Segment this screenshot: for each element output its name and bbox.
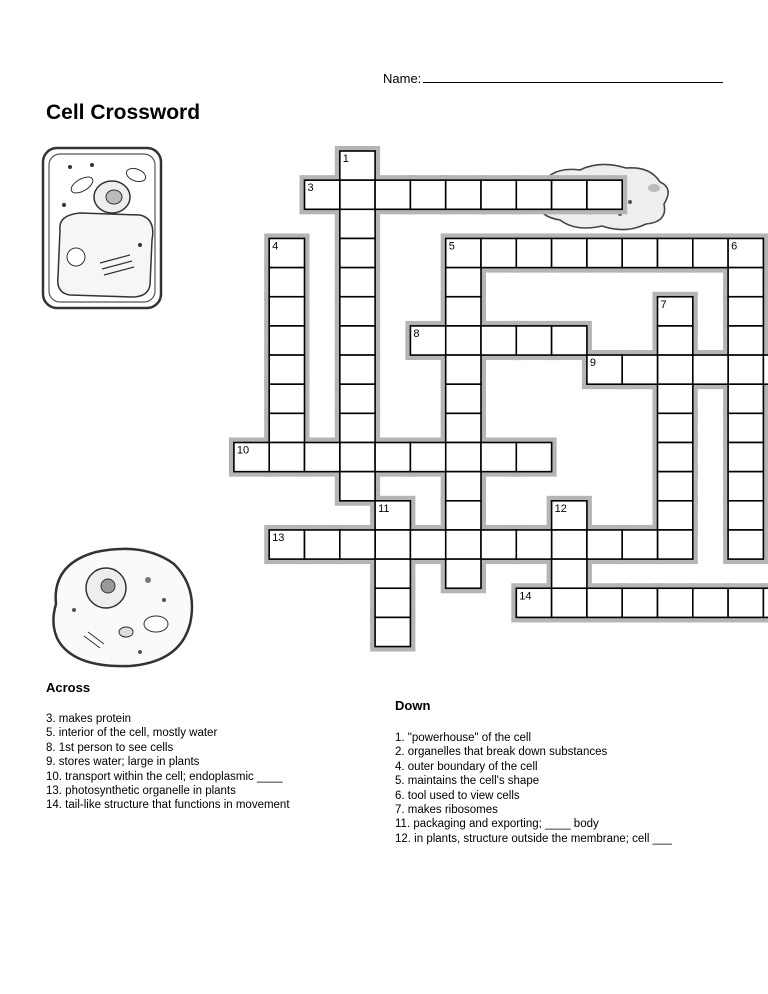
crossword-cell[interactable] — [658, 384, 693, 413]
crossword-cell[interactable] — [446, 180, 481, 209]
crossword-cell[interactable] — [481, 326, 516, 355]
crossword-cell[interactable] — [446, 501, 481, 530]
crossword-cell[interactable] — [728, 530, 763, 559]
crossword-cell[interactable] — [340, 209, 375, 238]
crossword-cell[interactable] — [481, 443, 516, 472]
across-clue: 14. tail-like structure that functions in movement — [46, 799, 290, 812]
clue-number: 7 — [660, 298, 667, 311]
across-heading: Across — [46, 680, 91, 695]
crossword-cell[interactable] — [375, 443, 410, 472]
crossword-cell[interactable] — [446, 530, 481, 559]
crossword-cell[interactable] — [269, 384, 304, 413]
crossword-cell[interactable] — [340, 180, 375, 209]
crossword-cell[interactable] — [481, 238, 516, 267]
clue-number: 8 — [413, 327, 420, 340]
crossword-cell[interactable] — [269, 355, 304, 384]
crossword-cell[interactable] — [269, 413, 304, 442]
across-clue: 9. stores water; large in plants — [46, 756, 200, 769]
crossword-cell[interactable] — [340, 238, 375, 267]
down-clue: 6. tool used to view cells — [395, 789, 520, 802]
crossword-cell[interactable] — [269, 268, 304, 297]
crossword-cell[interactable] — [728, 588, 763, 617]
crossword-cell[interactable] — [587, 180, 622, 209]
crossword-cell[interactable] — [728, 268, 763, 297]
crossword-cell[interactable] — [269, 326, 304, 355]
down-heading: Down — [395, 698, 431, 713]
crossword-cell[interactable] — [658, 413, 693, 442]
clue-number: 12 — [554, 502, 567, 515]
crossword-cell[interactable] — [552, 238, 587, 267]
crossword-cell[interactable] — [340, 472, 375, 501]
crossword-cell[interactable] — [728, 443, 763, 472]
crossword-cell[interactable] — [516, 443, 551, 472]
crossword-cell[interactable] — [446, 326, 481, 355]
crossword-cell[interactable] — [269, 443, 304, 472]
across-clue: 10. transport within the cell; endoplasmic ____ — [46, 770, 283, 783]
crossword-cell[interactable] — [340, 326, 375, 355]
crossword-cell[interactable] — [340, 297, 375, 326]
crossword-cell[interactable] — [728, 472, 763, 501]
crossword-cell[interactable] — [622, 238, 657, 267]
across-clue: 13. photosynthetic organelle in plants — [46, 785, 236, 798]
crossword-cell[interactable] — [516, 530, 551, 559]
crossword-cell[interactable] — [446, 443, 481, 472]
crossword-cell[interactable] — [763, 355, 768, 384]
down-clue: 12. in plants, structure outside the membrane; cell ___ — [395, 832, 672, 845]
crossword-cell[interactable] — [658, 355, 693, 384]
crossword-cell[interactable] — [446, 355, 481, 384]
clue-number: 3 — [307, 182, 314, 195]
crossword-cell[interactable] — [728, 326, 763, 355]
crossword-cell[interactable] — [340, 355, 375, 384]
crossword-cell[interactable] — [340, 384, 375, 413]
crossword-cell[interactable] — [658, 501, 693, 530]
crossword-cell[interactable] — [622, 588, 657, 617]
crossword-cell[interactable] — [587, 588, 622, 617]
crossword-cell[interactable] — [516, 180, 551, 209]
down-clue-list — [395, 731, 672, 846]
clue-number: 11 — [378, 502, 390, 515]
page-title: Cell Crossword — [46, 101, 201, 124]
crossword-cell[interactable] — [587, 530, 622, 559]
crossword-cell[interactable] — [446, 559, 481, 588]
crossword-cell[interactable] — [658, 326, 693, 355]
clue-number: 14 — [519, 590, 532, 603]
crossword-cell[interactable] — [375, 617, 410, 646]
crossword-cell[interactable] — [340, 530, 375, 559]
crossword-cell[interactable] — [446, 472, 481, 501]
crossword-cell[interactable] — [728, 297, 763, 326]
down-clue: 2. organelles that break down substances — [395, 746, 608, 759]
crossword-cell[interactable] — [658, 530, 693, 559]
crossword-cell[interactable] — [658, 472, 693, 501]
crossword-cell[interactable] — [728, 355, 763, 384]
crossword-cell[interactable] — [269, 297, 304, 326]
crossword-cell[interactable] — [340, 413, 375, 442]
crossword-cell[interactable] — [728, 384, 763, 413]
crossword-cell[interactable] — [375, 530, 410, 559]
crossword-cell[interactable] — [693, 588, 728, 617]
crossword-cell[interactable] — [763, 588, 768, 617]
crossword-cell[interactable] — [552, 530, 587, 559]
crossword-cell[interactable] — [375, 180, 410, 209]
crossword-cell[interactable] — [728, 413, 763, 442]
crossword-cell[interactable] — [340, 268, 375, 297]
across-clue: 8. 1st person to see cells — [46, 741, 174, 754]
crossword-cell[interactable] — [552, 559, 587, 588]
crossword-cell[interactable] — [658, 588, 693, 617]
crossword-cell[interactable] — [516, 238, 551, 267]
name-label: Name: — [383, 71, 422, 86]
crossword-cell[interactable] — [446, 268, 481, 297]
down-clue: 7. makes ribosomes — [395, 804, 498, 817]
crossword-cell[interactable] — [552, 180, 587, 209]
down-clue: 1. "powerhouse" of the cell — [395, 732, 532, 744]
crossword-cell[interactable] — [622, 355, 657, 384]
crossword-cell[interactable] — [481, 530, 516, 559]
crossword-cell[interactable] — [410, 180, 445, 209]
down-clue: 4. outer boundary of the cell — [395, 760, 538, 773]
crossword-cell[interactable] — [622, 530, 657, 559]
clue-number: 6 — [731, 240, 738, 253]
down-clue: 5. maintains the cell's shape — [395, 775, 540, 788]
crossword-cell[interactable] — [516, 326, 551, 355]
clue-number: 5 — [448, 240, 455, 253]
clue-number: 10 — [236, 444, 250, 457]
crossword-cell[interactable] — [305, 530, 340, 559]
across-clue: 5. interior of the cell, mostly water — [46, 727, 218, 740]
crossword-cell[interactable] — [693, 355, 728, 384]
crossword-cell[interactable] — [305, 443, 340, 472]
clue-number: 1 — [342, 153, 349, 165]
crossword-cell[interactable] — [375, 588, 410, 617]
crossword-cell[interactable] — [446, 413, 481, 442]
clue-number: 9 — [589, 357, 597, 370]
crossword-cell[interactable] — [375, 559, 410, 588]
crossword-cell[interactable] — [340, 443, 375, 472]
crossword-cell[interactable] — [552, 326, 587, 355]
clue-number: 13 — [272, 531, 285, 544]
crossword-cell[interactable] — [446, 384, 481, 413]
down-clue: 11. packaging and exporting; ____ body — [395, 818, 599, 831]
across-clue-list — [46, 712, 290, 813]
clue-number: 4 — [272, 240, 279, 253]
crossword-cell[interactable] — [446, 297, 481, 326]
crossword-cell[interactable] — [410, 443, 445, 472]
across-clue: 3. makes protein — [46, 713, 132, 725]
crossword-cell[interactable] — [587, 238, 622, 267]
crossword-cell[interactable] — [481, 180, 516, 209]
crossword-cell[interactable] — [658, 443, 693, 472]
crossword-cell[interactable] — [728, 501, 763, 530]
crossword-cell[interactable] — [552, 588, 587, 617]
crossword-cell[interactable] — [410, 530, 445, 559]
crossword-cell[interactable] — [693, 238, 728, 267]
crossword-cell[interactable] — [658, 238, 693, 267]
